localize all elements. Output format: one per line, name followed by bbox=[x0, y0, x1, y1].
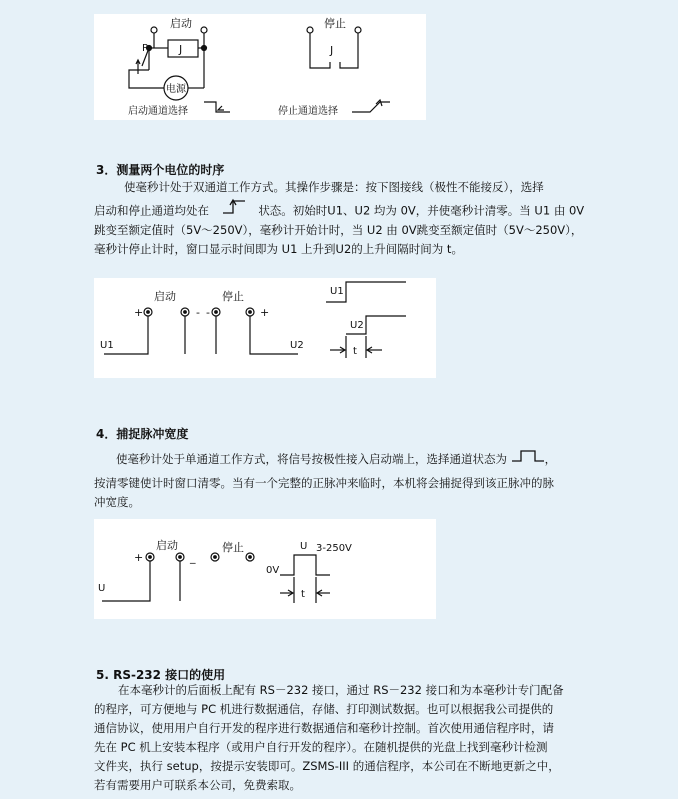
diagram-dual-channel-timing bbox=[94, 278, 436, 378]
svg-text:_: _ bbox=[190, 551, 196, 564]
section-3-heading: 3．测量两个电位的时序 bbox=[96, 163, 225, 177]
svg-text:U: U bbox=[98, 583, 106, 594]
svg-text:电源: 电源 bbox=[166, 84, 186, 95]
svg-text:P: P bbox=[142, 43, 149, 54]
section-4-heading: 4．捕捉脉冲宽度 bbox=[96, 427, 189, 441]
svg-text:-: - bbox=[206, 306, 210, 319]
svg-text:0V: 0V bbox=[266, 565, 280, 576]
svg-text:停止通道选择: 停止通道选择 bbox=[278, 106, 338, 117]
svg-text:U: U bbox=[300, 541, 308, 552]
svg-text:3-250V: 3-250V bbox=[316, 543, 352, 554]
svg-text:停止: 停止 bbox=[324, 17, 346, 30]
svg-text:U1: U1 bbox=[100, 340, 114, 351]
section-4-body: 使毫秒计处于单通道工作方式，将信号按极性接入启动端上，选择通道状态为 ， 按清零键使计时窗口清零。当有一个完整的正脉冲来临时，本机将会捕捉得到该正脉冲的脉 冲宽度。 bbox=[94, 448, 594, 512]
section-3-body: 使毫秒计处于双通道工作方式。其操作步骤是：按下图接线（极性不能接反），选择 启动和停止通道均处在 状态。初始时U1、U2 均为 0V，并使毫秒计清零。当 U1 由 0V 跳变至额定值时（5V～250V），毫秒计开始计时，当 U2 由 0V跳变至额定值时（5V～250V）， 毫秒计停止计时，窗口显示时间即为 U1 上升到U2的上升间隔时间为 t。 bbox=[94, 180, 585, 256]
svg-text:+: + bbox=[134, 551, 144, 564]
svg-text:停止: 停止 bbox=[222, 541, 244, 554]
section-5-body: 在本毫秒计的后面板上配有 RS－232 接口，通过 RS－232 接口和为本毫秒计专门配备 的程序，可方便地与 PC 机进行数据通信，存储、打印测试数据。也可以根据我公司提供的 通信协议，使用用户自行开发的程序进行数据通信和毫秒计控制。首次使用通信程序时，请 先在 PC 机上安装本程序（或用户自行开发的程序）。在随机提供的光盘上找到毫秒计检测 文件夹，执行 setup，按提示安装即可。ZSMS-III 的通信程序，本公司在不断地更新之中， 若有需要用户可联系本公司，免费索取。 bbox=[94, 683, 564, 792]
section-5-heading: 5. RS-232 接口的使用 bbox=[96, 668, 226, 682]
svg-text:+: + bbox=[134, 306, 144, 319]
svg-text:启动: 启动 bbox=[156, 539, 178, 552]
relay-box bbox=[168, 40, 198, 57]
svg-text:停止: 停止 bbox=[222, 290, 244, 303]
svg-text:-: - bbox=[196, 306, 200, 319]
pulse-icon bbox=[511, 448, 545, 471]
svg-text:U2: U2 bbox=[350, 320, 364, 331]
diagram-pulse-width bbox=[94, 519, 436, 619]
svg-text:启动通道选择: 启动通道选择 bbox=[128, 106, 188, 117]
svg-text:t: t bbox=[301, 589, 305, 600]
svg-text:J: J bbox=[330, 44, 334, 57]
svg-text:启动: 启动 bbox=[170, 17, 192, 30]
terminal-icon bbox=[151, 27, 157, 33]
diagram-channel-selection bbox=[94, 14, 426, 120]
svg-text:启动: 启动 bbox=[154, 290, 176, 303]
svg-text:+: + bbox=[260, 306, 270, 319]
svg-text:t: t bbox=[353, 346, 357, 357]
svg-text:J: J bbox=[179, 43, 183, 56]
svg-text:U2: U2 bbox=[290, 340, 304, 351]
svg-text:U1: U1 bbox=[330, 286, 344, 297]
